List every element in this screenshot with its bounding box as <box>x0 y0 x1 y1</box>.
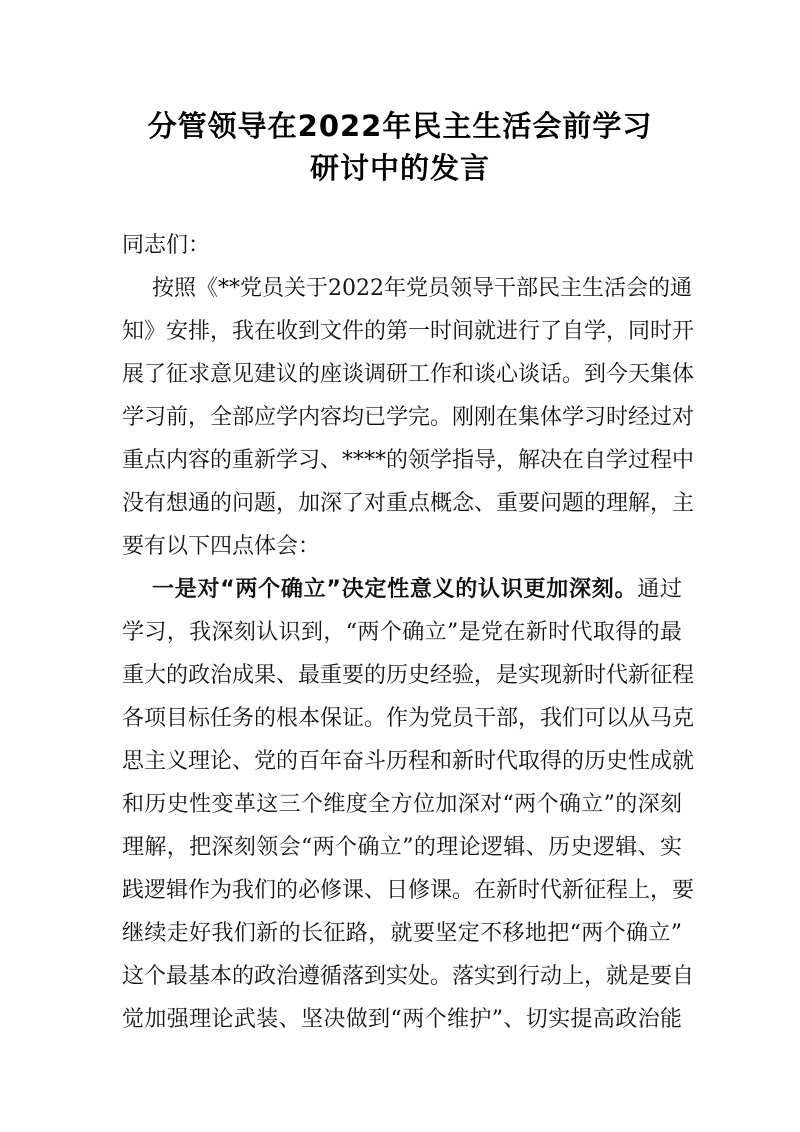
paragraph-1-line: 按照《**党员关于2022年党员领导干部民主生活会的通 <box>152 276 692 301</box>
paragraph-2-line: 理解，把深刻领会“两个确立”的理论逻辑、历史逻辑、实 <box>122 835 682 860</box>
paragraph-2-line: 思主义理论、党的百年奋斗历程和新时代取得的历史性成就 <box>122 749 695 774</box>
paragraph-2-line: 觉加强理论武装、坚决做到“两个维护”、切实提高政治能 <box>122 1007 682 1032</box>
document-title-line-1: 分管领导在2022年民主生活会前学习 <box>147 109 653 143</box>
paragraph-1-line: 没有想通的问题，加深了对重点概念、重要问题的理解，主 <box>122 491 695 516</box>
paragraph-2-line: 继续走好我们新的长征路，就要坚定不移地把“两个确立” <box>122 921 682 946</box>
paragraph-2-first-line <box>152 575 682 605</box>
paragraph-2-line: 学习，我深刻认识到，“两个确立”是党在新时代取得的最 <box>122 620 682 645</box>
paragraph-2-line: 这个最基本的政治遵循落到实处。落实到行动上，就是要自 <box>122 964 695 989</box>
paragraph-2-line: 各项目标任务的根本保证。作为党员干部，我们可以从马克 <box>122 706 695 731</box>
paragraph-2-line: 重大的政治成果、最重要的历史经验，是实现新时代新征程 <box>122 663 695 688</box>
paragraph-2-line: 践逻辑作为我们的必修课、日修课。在新时代新征程上，要 <box>122 878 695 903</box>
paragraph-2-first-line-rest: 通过 <box>637 577 682 602</box>
paragraph-1-line: 知》安排，我在收到文件的第一时间就进行了自学，同时开 <box>122 319 695 344</box>
salutation: 同志们： <box>122 233 211 258</box>
paragraph-1-line: 重点内容的重新学习、****的领学指导，解决在自学过程中 <box>122 448 695 473</box>
paragraph-1-line: 学习前，全部应学内容均已学完。刚刚在集体学习时经过对 <box>122 405 695 430</box>
paragraph-1-line: 展了征求意见建议的座谈调研工作和谈心谈话。到今天集体 <box>122 362 695 387</box>
paragraph-2-line: 和历史性变革这三个维度全方位加深对“两个确立”的深刻 <box>122 792 682 817</box>
paragraph-1-line: 要有以下四点体会： <box>122 534 321 559</box>
paragraph-2-heading: 一是对“两个确立”决定性意义的认识更加深刻。 <box>152 577 638 602</box>
document-title-line-2: 研讨中的发言 <box>309 151 490 185</box>
